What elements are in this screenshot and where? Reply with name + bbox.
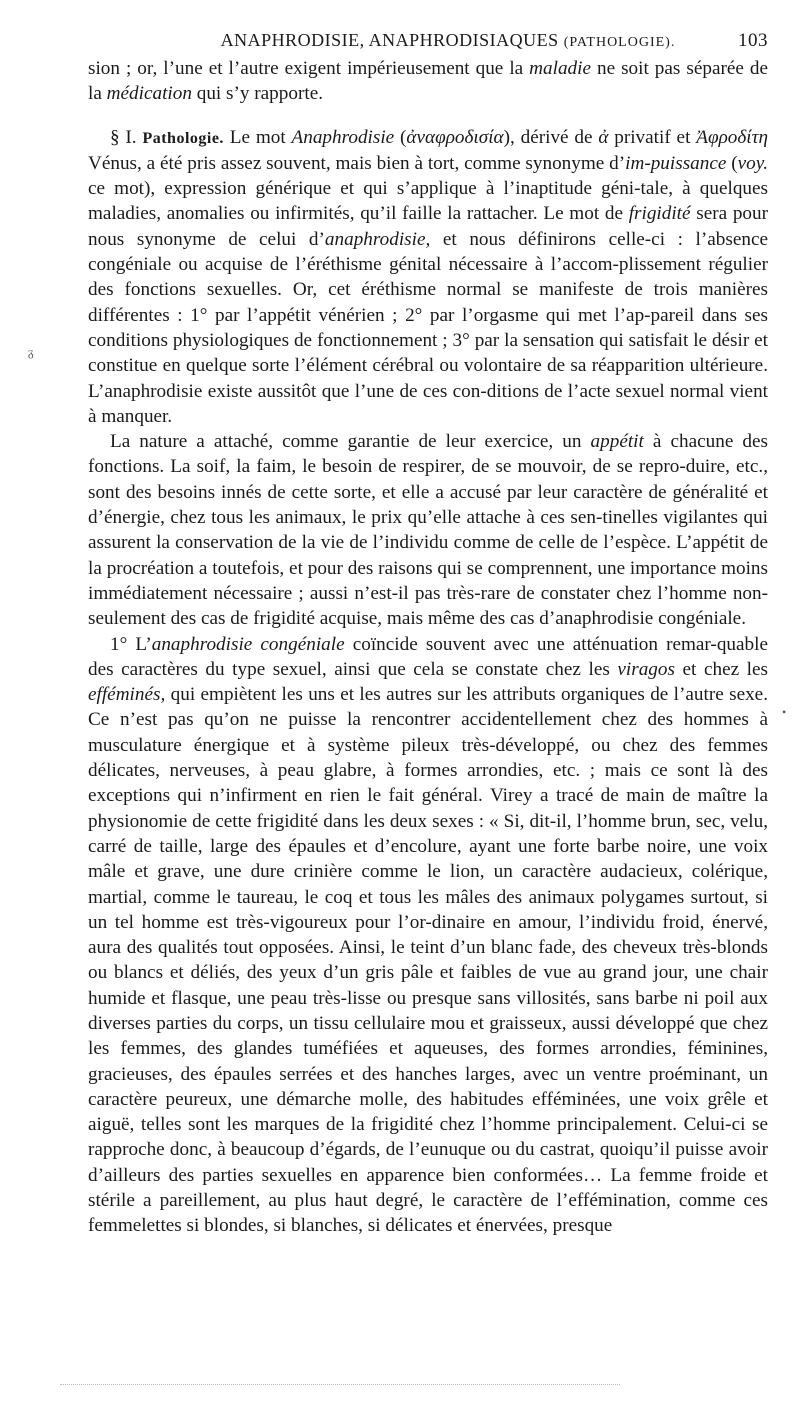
italic-text: im-puissance (625, 152, 727, 174)
text-run: ), dérivé de (503, 126, 599, 148)
italic-text: Anaphrodisie (291, 126, 395, 148)
text-run: coïncide souvent avec une atténuation remar-quable des caractères du type sexuel, ainsi que cela se constate chez les (88, 633, 768, 680)
paragraph (88, 632, 768, 1239)
text-run: et chez les (674, 658, 768, 680)
italic-text: médication (106, 83, 192, 105)
italic-text: efféminés, (88, 684, 166, 706)
italic-text: anaphrodisie, (324, 228, 431, 250)
text-run: ( (726, 152, 738, 174)
text-run: à chacune des fonctions. La soif, la faim, le besoin de respirer, de se mouvoir, de se repro-duire, etc., sont des besoins innés de cette sorte, et elle a accusé par leur caractère de généralité et d’énergie, chez tous les animaux, le prix qu’elle attache à ces sen-tinelles vigilantes qui assurent la conservation de la vie de l’individu comme de celle de l’espèce. L’appétit de la procréation a toutefois, et pour des raisons qui se comprennent, une importance moins immédiatement nécessaire ; aussi n’est-il pas très-rare de constater chez l’homme non-seulement des cas de frigidité acquise, mais même des cas d’anaphrodisie congéniale. (88, 431, 768, 630)
italic-text: frigidité (628, 203, 691, 225)
italic-text: maladie (529, 58, 591, 79)
italic-text: Ἀφροδίτη (696, 126, 769, 148)
section-heading: Pathologie. (142, 129, 224, 147)
text-run: 1° L’ (110, 633, 152, 655)
paragraph (88, 125, 768, 430)
text-run: ne soit pas séparée de la (88, 58, 768, 105)
page-number: 103 (738, 30, 768, 51)
text-run: Le mot (223, 126, 292, 148)
header-title-text: ANAPHRODISIE, ANAPHRODISIAQUES (220, 30, 559, 50)
text-run: Vénus, a été pris assez souvent, mais bien à tort, comme synonyme d’ (88, 152, 626, 174)
italic-text: viragos (617, 658, 675, 680)
text-run: ce mot), expression générique et qui s’applique à l’inaptitude géni-tale, à quelques maladies, anomalies ou infirmités, qu’il faille la rattacher. Le mot de (88, 178, 768, 225)
header-subtitle: (PATHOLOGIE). (563, 35, 676, 50)
footer-smudge (60, 1384, 620, 1389)
margin-mark: ᵹ (28, 345, 34, 359)
text-run: privatif et (608, 126, 697, 148)
paragraph (88, 56, 768, 107)
text-run: sion ; or, l’une et l’autre exigent impérieusement que la (88, 58, 530, 79)
header-title (88, 30, 738, 51)
body-text (88, 56, 768, 1239)
text-run: et nous définirons celle-ci : l’absence congéniale ou acquise de l’éréthisme génital nécessaire à l’accom-plissement régulier des fonctions sexuelles. Or, cet éréthisme normal se manifeste de trois manières différentes : 1° par l’appétit vénérien ; 2° par l’orgasme qui met l’ap-pareil dans ses conditions physiologiques de fonctionnement ; 3° par la sensation qui satisfait le désir et constitue en quelque sorte l’élément cérébral ou volontaire de sa réapparition ultérieure. L’anaphrodisie existe aussitôt que l’une de ces con-ditions de l’acte sexuel normal vient à manquer. (88, 228, 768, 427)
italic-text: appétit (590, 431, 644, 453)
document-page (88, 30, 768, 1239)
text-run: ( (394, 126, 407, 148)
italic-text: voy. (737, 152, 768, 174)
italic-text: ἀναφροδισία (406, 126, 504, 148)
text-run: qui empiètent les uns et les autres sur les attributs organiques de l’autre sexe. Ce n’est pas qu’on ne puisse la rencontrer accidentellement chez des hommes à musculature énergique et à système pileux très-développé, ou chez des femmes délicates, nerveuses, à peau glabre, à formes arrondies, etc. ; mais ce sont là des exceptions qui n’infirment en rien le fait général. Virey a tracé de main de maître la physionomie de cette frigidité dans les deux sexes : « Si, dit-il, l’homme brun, sec, velu, carré de taille, large des épaules et d’encolure, ayant une forte barbe noire, une voix mâle et grave, une dure crinière comme le lion, un caractère audacieux, colérique, martial, comme le taureau, le coq et tous les mâles des animaux polygames surtout, si un tel homme est très-vigoureux pour l’or-dinaire en amour, l’individu froid, énervé, aura des qualités tout opposées. Ainsi, le teint d’un blanc fade, des cheveux très-blonds ou blancs et déliés, des yeux d’un gris pâle et faibles de vue au grand jour, une chair humide et flasque, une peau très-lisse ou presque sans villosités, sans barbe ni poil aux diverses parties du corps, un tissu cellulaire mou et graisseux, aussi développé que chez les femmes, des glandes tuméfiées et aqueuses, des formes arrondies, féminines, gracieuses, des épaules serrées et des hanches larges, avec un ventre proéminant, un caractère peureux, une démarche molle, des habitudes efféminées, une voix grêle et aiguë, telles sont les marques de la frigidité chez l’homme principalement. Celui-ci se rapproche donc, à beaucoup d’égards, de l’eunuque ou du castrat, quoiqu’il puisse avoir d’ailleurs des parties sexuelles en apparence bien conformées… La femme froide et stérile a pareillement, au plus haut degré, le caractère de l’effémination, comme ces femmelettes si blondes, si blanches, si délicates et énervées, presque (88, 684, 768, 1237)
margin-mark: • (782, 705, 787, 719)
text-run: La nature a attaché, comme garantie de leur exercice, un (110, 431, 591, 453)
italic-text: ἀ (598, 126, 609, 148)
paragraph (88, 429, 768, 631)
text-run: sera pour nous synonyme de celui d’ (88, 203, 768, 250)
italic-text: anaphrodisie congéniale (151, 633, 345, 655)
running-header (88, 30, 768, 52)
text-run: qui s’y rapporte. (191, 83, 324, 105)
text-run: § I. (110, 126, 143, 148)
